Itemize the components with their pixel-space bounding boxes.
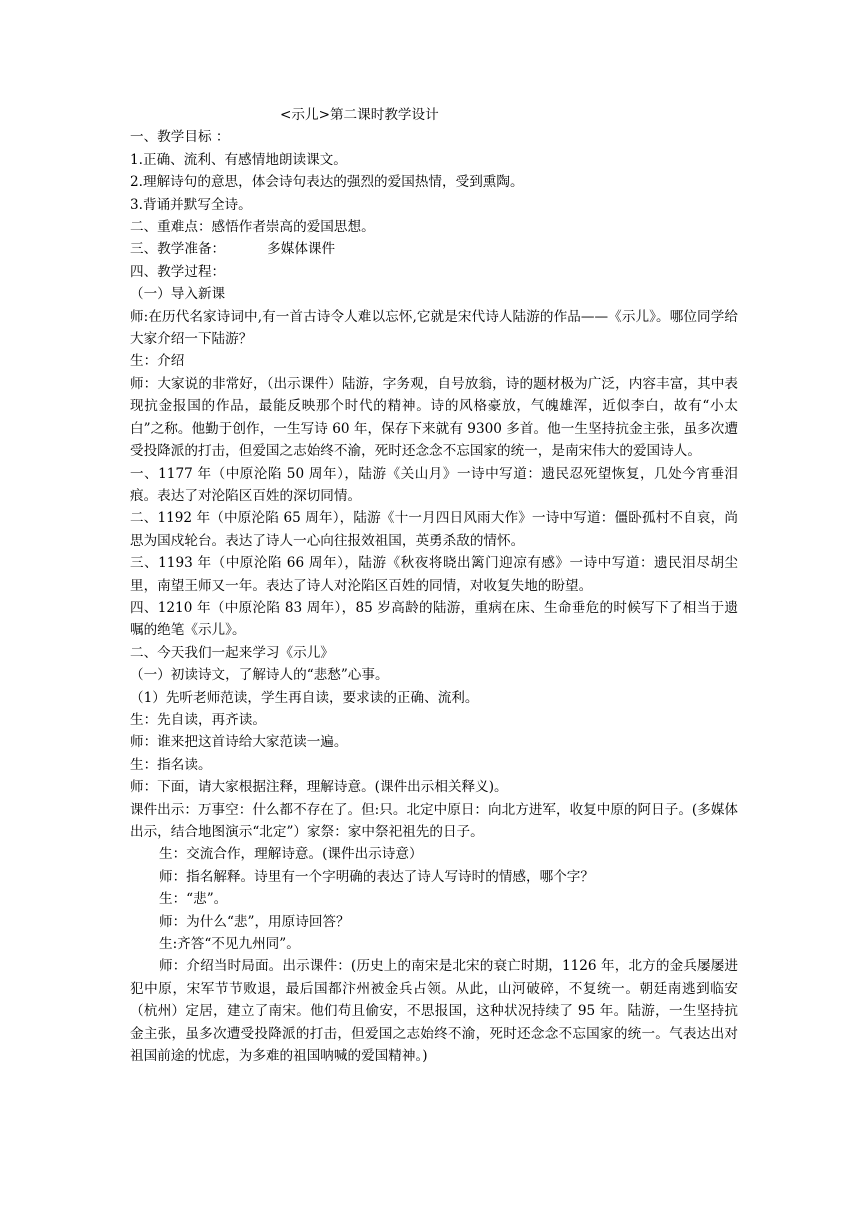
paragraph-luyou-bio: 师：大家说的非常好，（出示课件）陆游，字务观，自号放翁，诗的题材极为广泛，内容丰富，其中表现抗金报国的作品，最能反映那个时代的精神。诗的风格豪放，气魄雄浑，近似李白，故有“小太白”之称。他勤于创作，一生写诗 60 年，保存下来就有 9300 多首。他一生坚持抗金主张，虽多次遭受投降派的打击，但爱国之志始终不渝，死时还念念不忘国家的统一，是南宋伟大的爱国诗人。 bbox=[130, 375, 738, 460]
subsection-first-reading: （一）初读诗文，了解诗人的“悲愁”心事。 bbox=[130, 667, 389, 684]
preparation-value: 多媒体课件 bbox=[267, 241, 336, 258]
paragraph-courseware-notes: 课件出示：万事空：什么都不存在了。但:只。北定中原日：向北方进军，收复中原的阿日子。(多媒体出示，结合地图演示“北定”）家祭：家中祭祀祖先的日子。 bbox=[130, 801, 739, 840]
line-student-intro: 生：介绍 bbox=[130, 353, 185, 370]
section-objectives-heading: 一、教学目标 ： bbox=[130, 129, 230, 146]
line-student-sorrow: 生：“悲”。 bbox=[159, 891, 228, 908]
paragraph-teacher-intro: 师:在历代名家诗词中,有一首古诗令人难以忘怀,它就是宋代诗人陆游的作品——《示儿》。哪位同学给大家介绍一下陆游？ bbox=[130, 308, 738, 348]
line-teacher-explain: 师：指名解释。诗里有一个字明确的表达了诗人写诗时的情感，哪个字？ bbox=[159, 868, 594, 885]
line-student-answer: 生:齐答“不见九州同”。 bbox=[159, 936, 300, 953]
section-preparation bbox=[130, 238, 738, 260]
objective-1: 1.正确、流利、有感情地朗读课文。 bbox=[130, 151, 347, 168]
line-teacher-annotation: 师：下面，请大家根据注释，理解诗意。(课件出示相关释义)。 bbox=[130, 779, 508, 796]
document-title: <示儿>第二课时教学设计 bbox=[280, 107, 439, 123]
document-page bbox=[130, 104, 738, 1067]
subsection-intro: （一）导入新课 bbox=[130, 286, 226, 303]
paragraph-1193: 三、1193 年（中原沦陷 66 周年），陆游《秋夜将晓出篱门迎凉有感》一诗中写道：遗民泪尽胡尘里，南望王师又一年。表达了诗人对沦陷区百姓的同情，对收复失地的盼望。 bbox=[130, 555, 738, 594]
section-process-heading: 四、教学过程： bbox=[130, 263, 226, 280]
paragraph-1192: 二、1192 年（中原沦陷 65 周年），陆游《十一月四日风雨大作》一诗中写道：僵卧孤村不自哀，尚思为国戍轮台。表达了诗人一心向往报效祖国，英勇杀敌的情怀。 bbox=[130, 510, 738, 549]
preparation-label: 三、教学准备： bbox=[130, 241, 226, 258]
section-learn-heading: 二、今天我们一起来学习《示儿》 bbox=[130, 644, 334, 661]
line-teacher-why: 师：为什么“悲”，用原诗回答？ bbox=[159, 913, 350, 930]
paragraph-1210: 四、1210 年（中原沦陷 83 周年），85 岁高龄的陆游，重病在床、生命垂危的时候写下了相当于遗嘱的绝笔《示儿》。 bbox=[130, 599, 738, 639]
line-teacher-ask: 师：谁来把这首诗给大家范读一遍。 bbox=[130, 734, 348, 751]
objective-3: 3.背诵并默写全诗。 bbox=[130, 196, 252, 213]
line-student-discuss: 生：交流合作，理解诗意。(课件出示诗意） bbox=[159, 846, 423, 863]
line-student-read: 生：先自读，再齐读。 bbox=[130, 711, 266, 728]
section-key-points: 二、重难点：感悟作者崇高的爱国思想。 bbox=[130, 219, 375, 236]
line-student-named: 生：指名读。 bbox=[130, 756, 212, 773]
paragraph-1177: 一、1177 年（中原沦陷 50 周年），陆游《关山月》一诗中写道：遗民忍死望恢复，几处今宵垂泪痕。表达了对沦陷区百姓的深切同情。 bbox=[130, 465, 738, 504]
step-model-reading: （1）先听老师范读，学生再自读，要求读的正确、流利。 bbox=[130, 689, 479, 706]
paragraph-history-context: 师：介绍当时局面。出示课件：(历史上的南宋是北宋的衰亡时期，1126 年，北方的金兵屡屡进犯中原，宋军节节败退，最后国都汴州被金兵占领。从此，山河破碎，不复统一。朝廷南逃到临安（杭州）定居，建立了南宋。他们苟且偷安，不思报国，这种状况持续了 95 年。陆游，一生坚持抗金主张，虽多次遭受投降派的打击，但爱国之志始终不渝，死时还念念不忘国家的统一。气表达出对祖国前途的忧虑，为多难的祖国呐喊的爱国精神。) bbox=[130, 958, 738, 1065]
objective-2: 2.理解诗句的意思，体会诗句表达的强烈的爱国热情，受到熏陶。 bbox=[130, 174, 524, 191]
